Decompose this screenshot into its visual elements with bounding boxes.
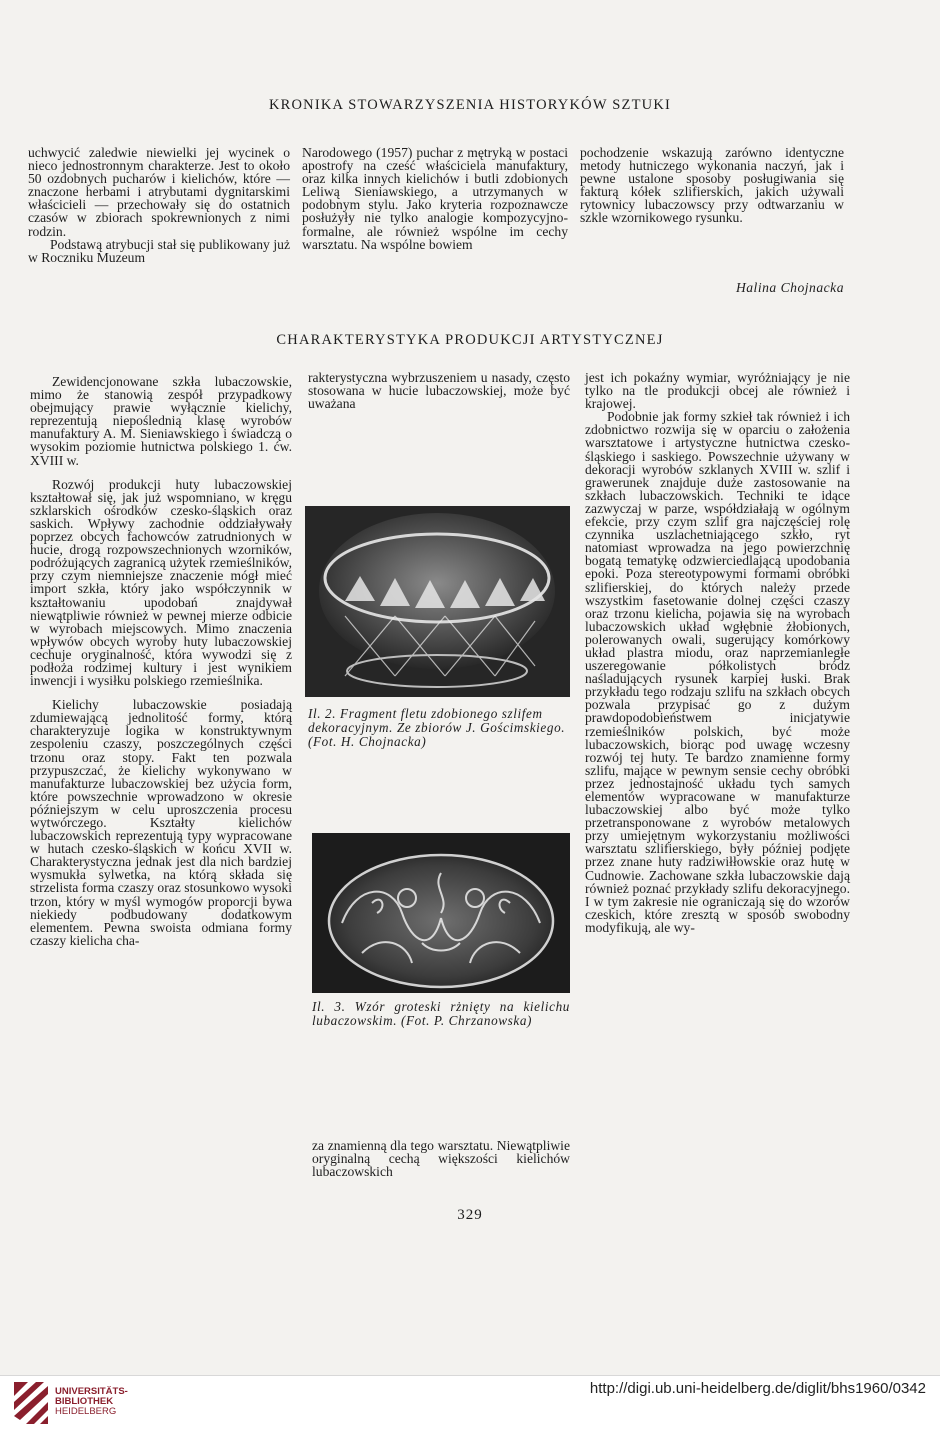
- section-title: CHARAKTERYSTYKA PRODUKCJI ARTYSTYCZNEJ: [276, 332, 664, 348]
- paragraph: Podstawą atrybucji stał się publikowany już w Roczniku Muzeum: [28, 236, 290, 265]
- main-column-1: [30, 375, 292, 947]
- paragraph: za znamienną dla tego warsztatu. Niewątpliwie oryginalną cechą większości kielichów lubaczowskich: [312, 1138, 570, 1180]
- top-column-3: [580, 146, 844, 225]
- top-column-2: [302, 146, 568, 251]
- paragraph: Podobnie jak formy szkieł tak również i ich zdobnictwo rozwija się w oparciu o założenia warsztatowe i artystyczne hutnictwa czesko-śląskiego i saskiego. Powszechnie używany w dekoracji wyrobów szklanych XVIII w. szlif i grawerunek znajduje duże zastosowanie na szkłach lubaczowskich. Techniki te idące zazwyczaj w parze, współdziałają w ogólnym efekcie, przy czym szlif gra najczęściej rolę czynnika uszlachetniającego szkło, ryt natomiast wprowadza na jego powierzchnię bogatą tematykę odzwierciedlającą upodobania epoki. Poza stereotypowymi formami obróbki szlifierskiej, do których należy przede wszystkim fasetowanie dolnej części czaszy oraz trzonu kielicha, pojawia się na wyrobach lubaczowskich układ wgłębnie żłobionych, polerowanych owali, sugerujący komórkowy układ plastra miodu, oraz naprzemianległe uszeregowanie półkolistych bródz naśladujących rysunek karpiej łuski. Brak przykładu tego rodzaju szlifu na szkłach obcych pozwala przypisać go z dużym prawdopodobieństwem inicjatywie rzemieślników polskich, być może lubaczowskich, biorąc pod uwagę wczesny rozwój tej huty. Te bardzo znamienne formy szlifu, mające w pewnym sensie cechy obróbki przez jednostajność układu tych samych elementów wypracowane w manufakturze lubaczowskiej albo być może tylko przetransponowane z wyrobów metalowych przy umiejętnym wykorzystaniu możliwości warsztatu szlifierskiego, były później podjęte przez znane huty radziwiłłowskie oraz hutę w Cudnowie. Zachowane szkła lubaczowskie dają również poznać przykłady szlifu dekoracyjnego. I w tym zakresie nie ograniczają się do wzorów czeskich, które zresztą w sposób swobodny modyfikują, ale wy-: [585, 409, 850, 935]
- figure-2-caption: Il. 2. Fragment fletu zdobionego szlifem dekoracyjnym. Ze zbiorów J. Gościmskiego. (Fot. H. Chojnacka): [308, 706, 566, 749]
- main-column-2-bottom: [312, 1139, 570, 1178]
- paragraph: rakterystyczna wybrzuszeniem u nasady, często stosowana w hucie lubaczowskiej, może być uważana: [308, 370, 570, 412]
- main-column-2-top: [308, 371, 570, 410]
- figure-2-photo: [305, 506, 570, 697]
- running-header: KRONIKA STOWARZYSZENIA HISTORYKÓW SZTUKI: [268, 97, 672, 113]
- main-column-3: [585, 371, 850, 934]
- figure-3-caption: Il. 3. Wzór groteski rżnięty na kielichu lubaczowskim. (Fot. P. Chrzanowska): [312, 999, 570, 1028]
- paragraph: Narodowego (1957) puchar z mętryką w postaci apostrofy na cześć właściciela manufaktury, oraz kilka innych kielichów i butli zdobionych Leliwą Sieniawskiego, a utrzymanych w podobnym stylu. Jako kryteria rozpoznawcze posłużyły nie tylko analogie kompozycyjno-formalne, ale również wspólne im cechy warsztatu. Na wspólne bowiem: [302, 145, 568, 252]
- paragraph: Kielichy lubaczowskie posiadają zdumiewającą jednolitość formy, którą charakteryzuje logika w konstruktywnym zespoleniu czaszy, poszczególnych części trzonu oraz stopy. Fakt ten pozwala przypuszczać, że kielichy wykonywano w manufakturze lubaczowskiej bez użycia form, które powszechnie wprowadzono w okresie późniejszym w celu uproszczenia procesu wytwórczego. Kształty kielichów lubaczowskich reprezentują typy wypracowane w hutach czesko-śląskich w końcu XVII w. Charakterystyczna jednak jest dla nich bardziej wysmukła sylwetka, na którą składa się strzelista forma czaszy oraz stosunkowo wysoki trzon, który w myśl wymogów proporcji bywa niekiedy podbudowany dodatkowym elementem. Pewna swoista odmiana formy czaszy kielicha cha-: [30, 697, 292, 948]
- top-column-1: [28, 146, 290, 264]
- page-number: 329: [457, 1207, 483, 1223]
- library-logo-icon: [10, 1380, 50, 1430]
- paragraph: Zewidencjonowane szkła lubaczowskie, mimo że stanowią zespół przypadkowy obejmujący prawie wyłącznie kielichy, reprezentują niepoślednią klasę wyrobów manufaktury A. M. Sieniawskiego i świadczą o wysokim poziomie hutnictwa polskiego 1. ćw. XVIII w.: [30, 374, 292, 468]
- author-signature: Halina Chojnacka: [735, 280, 844, 295]
- paragraph: uchwycić zaledwie niewielki jej wycinek o nieco jednostronnym charakterze. Jest to około 50 ozdobnych pucharów i kielichów, które — znaczone herbami i atrybutami dygnitarskimi właścicieli — przechowały się do ostatnich czasów w zbiorach spokrewnionych z nimi rodzin.: [28, 145, 290, 239]
- paragraph: jest ich pokaźny wymiar, wyróżniający je nie tylko na tle produkcji obcej ale również i krajowej.: [585, 370, 850, 412]
- library-name: UNIVERSITÄTS- BIBLIOTHEK HEIDELBERG: [55, 1386, 128, 1417]
- paragraph: Rozwój produkcji huty lubaczowskiej kształtował się, jak już wspomniano, w kręgu szklarskich ośrodków czesko-śląskich oraz saskich. Wpływy zachodnie oddziaływały poprzez obcych fachowców zatrudnionych w hucie, drogą rozpowszechnionych wzorników, podróżujących zagranicą użytek rzemieślników, przy czym niemniejsze znaczenie mógł mieć import szkła, który jako współczynnik w kształtowaniu upodobań znajdywał niewątpliwie również w pewnej mierze odbicie w wyrobach miejscowych. Mimo znaczenia wpływów obcych wyroby huty lubaczowskiej cechuje oryginalność, która wywodzi się z podłoża rodzimej kultury i jest wynikiem inwencji i wysiłku polskiego rzemieślnika.: [30, 476, 292, 689]
- figure-3-photo: [312, 833, 570, 993]
- source-url-link[interactable]: http://digi.ub.uni-heidelberg.de/diglit/bhs1960/0342: [589, 1380, 926, 1397]
- paragraph: pochodzenie wskazują zarówno identyczne metody hutniczego wykonania naczyń, jak i pewne ustalone sposoby posługiwania się fakturą kółek szlifierskich, jakich używali rytownicy lubaczowscy przy odtwarzaniu w szkle wzornikowego rysunku.: [580, 145, 844, 226]
